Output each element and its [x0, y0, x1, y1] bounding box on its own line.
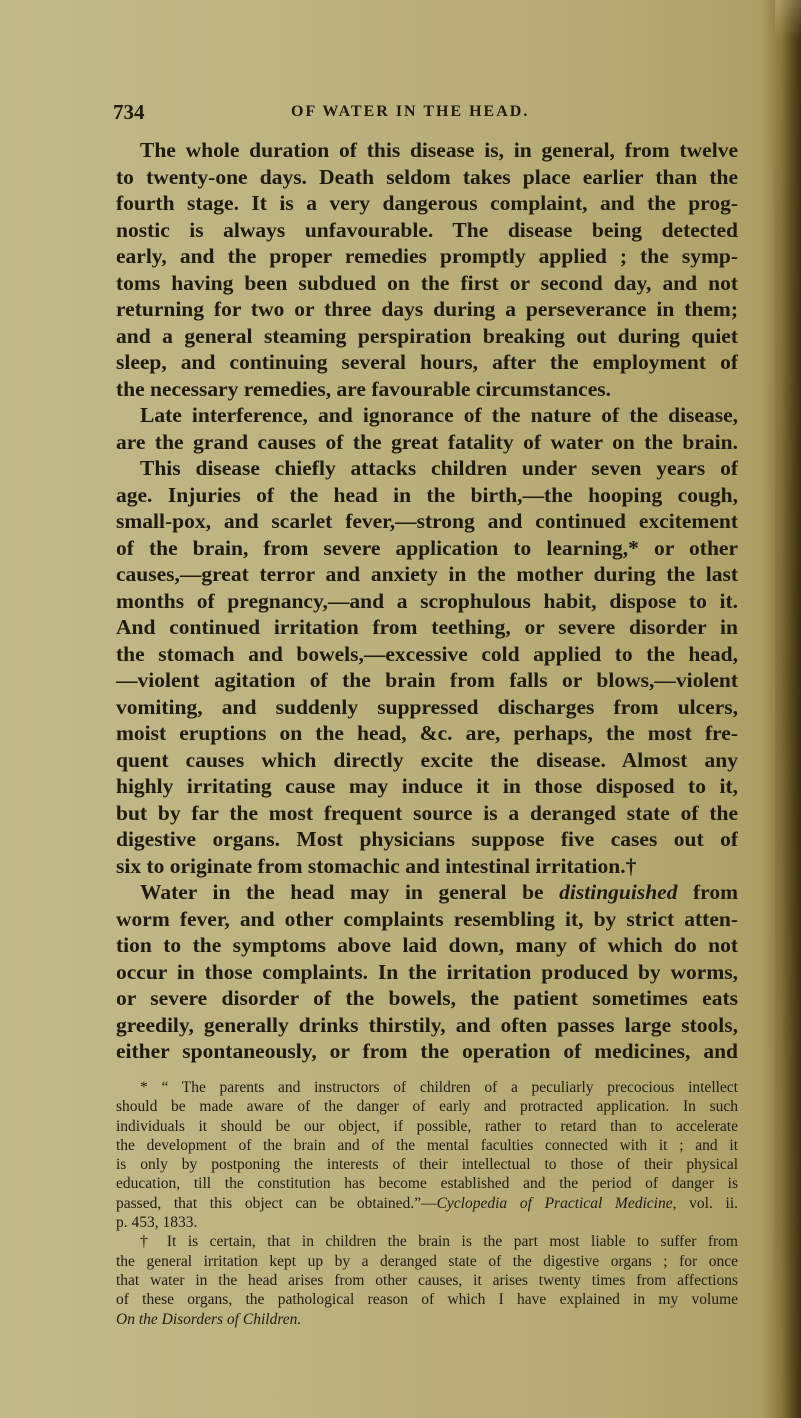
text-segment: sleep, and continuing several hours, after the employment of [116, 350, 738, 374]
text-segment: causes,—great terror and anxiety in the mother during the last [116, 562, 738, 586]
page-header [113, 100, 738, 126]
text-line [116, 932, 738, 959]
footnote-line [116, 1194, 738, 1213]
text-segment: of these organs, the pathological reason of which I have explained in my volume [116, 1291, 738, 1309]
text-segment: or severe disorder of the bowels, the patient sometimes eats [116, 986, 738, 1010]
text-segment: , vol. ii. [672, 1194, 738, 1212]
text-segment: either spontaneously, or from the operation of medicines, and [116, 1039, 738, 1063]
text-line [116, 985, 738, 1012]
text-line [116, 747, 738, 774]
text-segment: moist eruptions on the head, &c. are, perhaps, the most fre- [116, 721, 738, 745]
text-segment: the stomach and bowels,—excessive cold applied to the head, [116, 641, 738, 666]
text-segment: greedily, generally drinks thirstily, and often passes large stools, [116, 1012, 738, 1037]
footnote-line [116, 1310, 738, 1329]
text-line [116, 641, 738, 668]
text-line [116, 535, 738, 562]
text-segment: * “ The parents and instructors of children of a peculiarly precocious intellect [140, 1079, 738, 1096]
text-line [116, 1038, 738, 1065]
text-segment: are the grand causes of the great fatality of water on the brain. [116, 429, 738, 454]
text-segment: vomiting, and suddenly suppressed discharges from ulcers, [116, 694, 738, 719]
footnote-line [116, 1155, 738, 1174]
page-number: 734 [113, 100, 145, 124]
footnote-line [116, 1252, 738, 1271]
text-line [116, 482, 738, 509]
footnote-line [116, 1136, 738, 1155]
text-segment: early, and the proper remedies promptly applied ; the symp- [116, 244, 738, 268]
text-segment: individuals it should be our object, if possible, rather to retard than to accelerate [116, 1117, 738, 1135]
text-segment: worm fever, and other complaints resembling it, by strict atten- [116, 906, 738, 931]
text-line [116, 667, 738, 694]
footnotes [116, 1078, 738, 1329]
text-segment: This disease chiefly attacks children under seven years of [140, 456, 738, 480]
footnote-line [116, 1117, 738, 1136]
italic-text: distinguished [559, 880, 678, 904]
text-line [116, 164, 738, 191]
text-segment: † It is certain, that in children the brain is the part most liable to suffer from [140, 1233, 738, 1251]
text-segment: to twenty-one days. Death seldom takes place earlier than the [116, 164, 738, 189]
text-segment: the development of the brain and of the mental faculties connected with it ; and it [116, 1136, 738, 1154]
text-segment: small-pox, and scarlet fever,—strong and continued excitement [116, 509, 738, 533]
text-line [116, 323, 738, 350]
text-segment: highly irritating cause may induce it in those disposed to it, [116, 774, 738, 798]
text-segment: occur in those complaints. In the irritation produced by worms, [116, 959, 738, 984]
text-line [116, 190, 738, 217]
text-line [116, 561, 738, 588]
text-segment: returning for two or three days during a perseverance in them; [116, 297, 738, 321]
text-line [116, 455, 738, 482]
text-line [116, 429, 738, 456]
book-binding-shadow [775, 0, 801, 1418]
footnote-line [116, 1078, 738, 1097]
text-line [116, 243, 738, 270]
text-line [116, 614, 738, 641]
text-line [116, 959, 738, 986]
text-segment: digestive organs. Most physicians suppose five cases out of [116, 827, 738, 851]
text-line [116, 853, 738, 880]
text-segment: education, till the constitution has become established and the period of danger is [116, 1175, 738, 1193]
footnote-line [116, 1097, 738, 1116]
text-line [116, 296, 738, 323]
text-line [116, 800, 738, 827]
text-line [116, 137, 738, 164]
text-segment: the general irritation kept up by a deranged state of the digestive organs ; for once [116, 1252, 738, 1270]
body-text [116, 137, 738, 1065]
text-segment: nostic is always unfavourable. The disease being detected [116, 217, 738, 242]
text-line [116, 349, 738, 376]
text-segment: but by far the most frequent source is a deranged state of the [116, 800, 738, 825]
text-line [116, 720, 738, 747]
text-segment: that water in the head arises from other causes, it arises twenty times from affections [116, 1271, 738, 1289]
italic-text: Cyclopedia of Practical Medicine [436, 1194, 673, 1212]
text-line [116, 879, 738, 906]
text-line [116, 270, 738, 297]
text-line [116, 376, 738, 403]
text-line [116, 217, 738, 244]
text-segment: months of pregnancy,—and a scrophulous habit, dispose to it. [116, 588, 738, 613]
footnote-line [116, 1232, 738, 1251]
text-segment: is only by postponing the interests of their intellectual to those of their physical [116, 1156, 738, 1174]
text-line [116, 588, 738, 615]
footnote-line [116, 1213, 738, 1232]
text-segment: And continued irritation from teething, or severe disorder in [116, 615, 738, 639]
text-segment: tion to the symptoms above laid down, many of which do not [116, 933, 738, 957]
italic-text: On the Disorders of Children. [116, 1310, 302, 1328]
footnote-line [116, 1290, 738, 1309]
text-segment: —violent agitation of the brain from falls or blows,—violent [116, 668, 738, 692]
text-segment: passed, that this object can be obtained.”— [116, 1194, 437, 1212]
text-segment: the necessary remedies, are favourable circumstances. [116, 376, 611, 401]
text-segment: and a general steaming perspiration breaking out during quiet [116, 323, 738, 348]
text-line [116, 906, 738, 933]
running-title: OF WATER IN THE HEAD. [291, 103, 530, 120]
text-segment: should be made aware of the danger of early and protracted application. In such [116, 1098, 738, 1116]
footnote-line [116, 1174, 738, 1193]
text-line [116, 826, 738, 853]
text-line [116, 773, 738, 800]
text-segment: six to originate from stomachic and intestinal irritation.† [116, 853, 637, 878]
text-segment: toms having been subdued on the first or second day, and not [116, 270, 738, 295]
text-segment: The whole duration of this disease is, in general, from twelve [140, 138, 738, 162]
text-line [116, 1012, 738, 1039]
text-segment: p. 453, 1833. [116, 1214, 198, 1232]
footnote-line [116, 1271, 738, 1290]
text-segment: fourth stage. It is a very dangerous complaint, and the prog- [116, 191, 738, 215]
text-line [116, 508, 738, 535]
text-segment: age. Injuries of the head in the birth,—the hooping cough, [116, 482, 738, 507]
text-segment: from [677, 880, 738, 904]
text-segment: quent causes which directly excite the disease. Almost any [116, 747, 738, 772]
text-segment: Late interference, and ignorance of the nature of the disease, [140, 403, 738, 427]
text-line [116, 694, 738, 721]
text-segment: of the brain, from severe application to learning,* or other [116, 535, 738, 560]
text-segment: Water in the head may in general be [140, 880, 560, 904]
text-line [116, 402, 738, 429]
